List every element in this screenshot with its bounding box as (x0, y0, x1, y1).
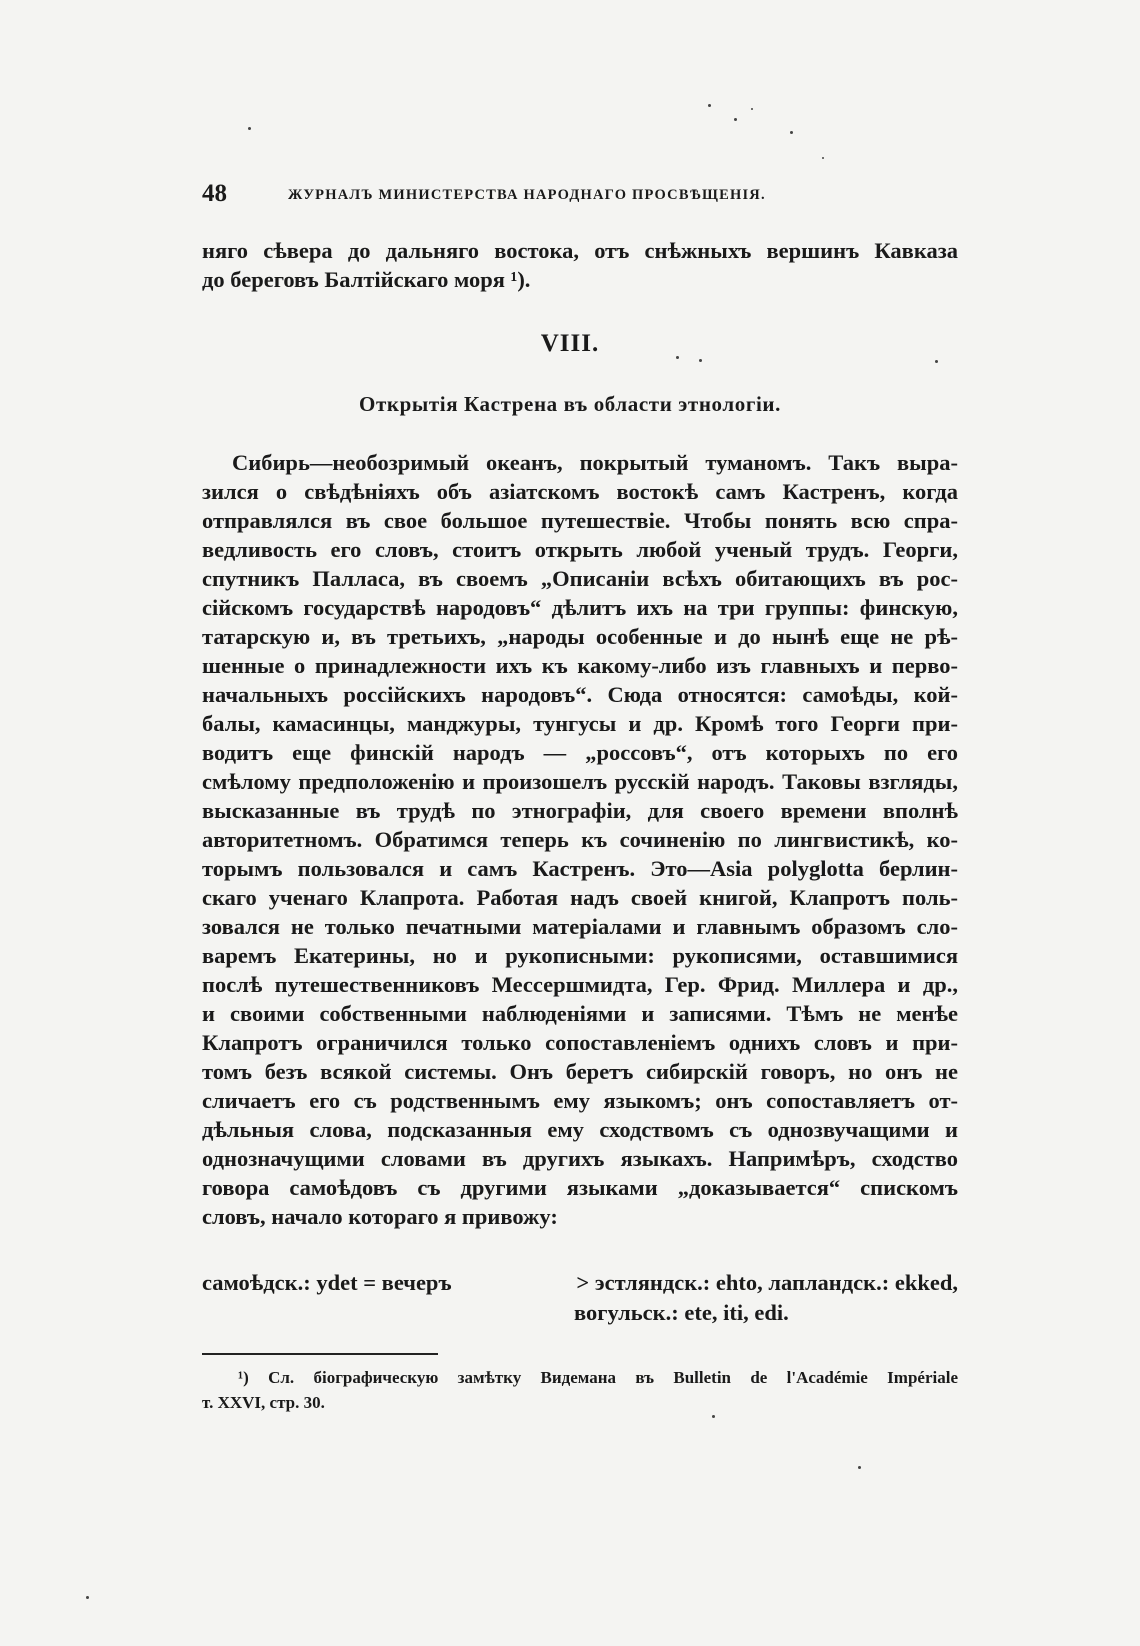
footnote-line: ¹) Сл. біографическую замѣтку Видемана въ Bulletin de l'Académie Impériale (238, 1368, 958, 1387)
page-number: 48 (202, 180, 227, 207)
chapter-title: Открытія Кастрена въ области этнологіи. (359, 392, 781, 416)
text-line: начальныхъ россійскихъ народовъ“. Сюда относятся: самоѣды, кой- (202, 682, 958, 707)
scan-speck (86, 1596, 89, 1599)
text-line: шенные о принадлежности ихъ къ какому-либо изъ главныхъ и перво- (202, 653, 958, 678)
text-line: авторитетномъ. Обратимся теперь къ сочиненію по лингвистикѣ, ко- (202, 827, 958, 852)
text-line: томъ безъ всякой системы. Онъ беретъ сибирскій говоръ, но онъ не (202, 1059, 958, 1084)
scan-speck (248, 127, 251, 130)
scan-speck (790, 131, 793, 134)
text-line: высказанные въ трудѣ по этнографіи, для своего времени вполнѣ (202, 798, 958, 823)
scan-speck (751, 108, 753, 110)
text-line: сійскомъ государствѣ народовъ“ дѣлитъ ихъ на три группы: финскую, (202, 595, 958, 620)
text-line: ведливость его словъ, стоитъ открыть любой ученый трудъ. Георги, (202, 537, 958, 562)
text-line: татарскую и, въ третьихъ, „народы особенные и до нынѣ еще не рѣ- (202, 624, 958, 649)
text-line: послѣ путешественниковъ Мессершмидта, Гер. Фрид. Миллера и др., (202, 972, 958, 997)
text-line: словъ, начало котораго я привожу: (202, 1204, 558, 1229)
text-line: водитъ еще финскій народъ — „россовъ“, отъ которыхъ по его (202, 740, 958, 765)
scan-speck (935, 360, 938, 363)
chapter-number: VIII. (540, 330, 600, 357)
text-line: варемъ Екатерины, но и рукописными: рукописями, оставшимися (202, 943, 958, 968)
text-line: Сибирь—необозримый океанъ, покрытый туманомъ. Такъ выра- (232, 450, 958, 475)
text-line: торымъ пользовался и самъ Кастренъ. Это—Asia polyglotta берлин- (202, 856, 958, 881)
comparison-line: вогульск.: ete, iti, edi. (574, 1300, 789, 1325)
text-line: смѣлому предположенію и произошелъ русскій народъ. Таковы взгляды, (202, 769, 958, 794)
text-line: няго сѣвера до дальняго востока, отъ снѣжныхъ вершинъ Кавказа (202, 238, 958, 263)
text-line: зовался не только печатными матеріалами и главнымъ образомъ сло- (202, 914, 958, 939)
comparison-line: > эстляндск.: ehto, лапландск.: ekked, (576, 1270, 958, 1295)
text-line: говора самоѣдовъ съ другими языками „доказывается“ спискомъ (202, 1175, 958, 1200)
samoyed-word: самоѣдск.: ydet = вечеръ (202, 1270, 452, 1295)
running-head (202, 180, 958, 212)
scan-speck (822, 157, 824, 159)
text-line: скаго ученаго Клапрота. Работая надъ своей книгой, Клапротъ поль- (202, 885, 958, 910)
body-paragraph (202, 448, 958, 1231)
scan-speck (734, 118, 737, 121)
text-line: и своими собственными наблюденіями и записями. Тѣмъ не менѣе (202, 1001, 958, 1026)
text-line: сличаетъ его съ родственнымъ ему языкомъ; онъ сопоставляетъ от- (202, 1088, 958, 1113)
scan-speck (712, 1415, 715, 1418)
text-line: однозначущими словами въ другихъ языкахъ. Напримѣръ, сходство (202, 1146, 958, 1171)
scan-speck (708, 104, 711, 107)
text-line: Клапротъ ограничился только сопоставленіемъ однихъ словъ и при- (202, 1030, 958, 1055)
journal-title: ЖУРНАЛЪ МИНИСТЕРСТВА НАРОДНАГО ПРОСВѢЩЕНІЯ. (288, 187, 766, 203)
text-line: дѣльныя слова, подсказанныя ему сходствомъ съ однозвучащими и (202, 1117, 958, 1142)
scan-speck (858, 1466, 861, 1469)
text-line: отправлялся въ свое большое путешествіе. Чтобы понять всю спра- (202, 508, 958, 533)
text-line: балы, камасинцы, манджуры, тунгусы и др. Кромѣ того Георги при- (202, 711, 958, 736)
footnote-line: т. XXVI, стр. 30. (202, 1393, 325, 1412)
footnote (202, 1365, 958, 1415)
scan-speck (699, 359, 702, 362)
continuation-paragraph (202, 236, 958, 294)
word-comparison (202, 1270, 958, 1334)
footnote-rule (202, 1353, 438, 1355)
text-line: зился о свѣдѣніяхъ объ азіатскомъ востокѣ самъ Кастренъ, когда (202, 479, 958, 504)
text-line: спутникъ Палласа, въ своемъ „Описаніи всѣхъ обитающихъ въ рос- (202, 566, 958, 591)
text-line: до береговъ Балтійскаго моря ¹). (202, 267, 531, 292)
